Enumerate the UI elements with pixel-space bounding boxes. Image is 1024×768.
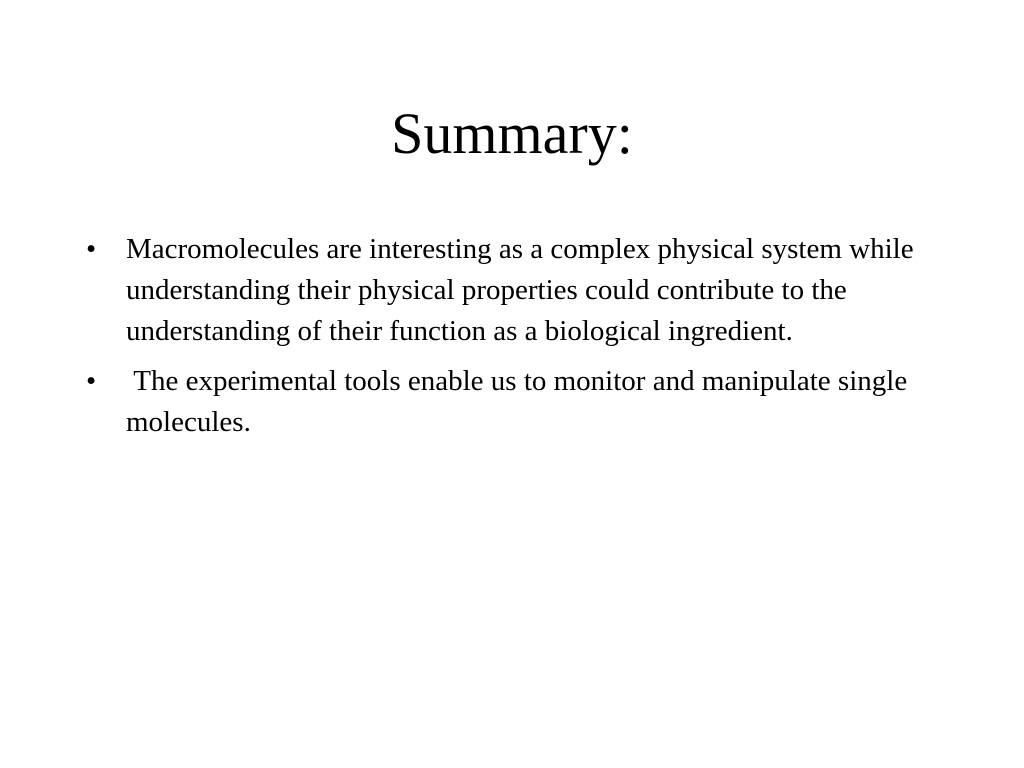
bullet-text: Macromolecules are interesting as a complex physical system while understanding their physical properties could contribute to the understanding of their function as a biological ingredient. — [126, 233, 921, 347]
bullet-list — [86, 229, 946, 452]
bullet-item — [86, 229, 946, 352]
bullet-marker: • — [86, 233, 97, 265]
slide-title: Summary: — [391, 101, 633, 166]
bullet-marker: • — [86, 365, 97, 397]
bullet-text: The experimental tools enable us to monitor and manipulate single molecules. — [126, 365, 915, 438]
bullet-item — [86, 361, 946, 443]
